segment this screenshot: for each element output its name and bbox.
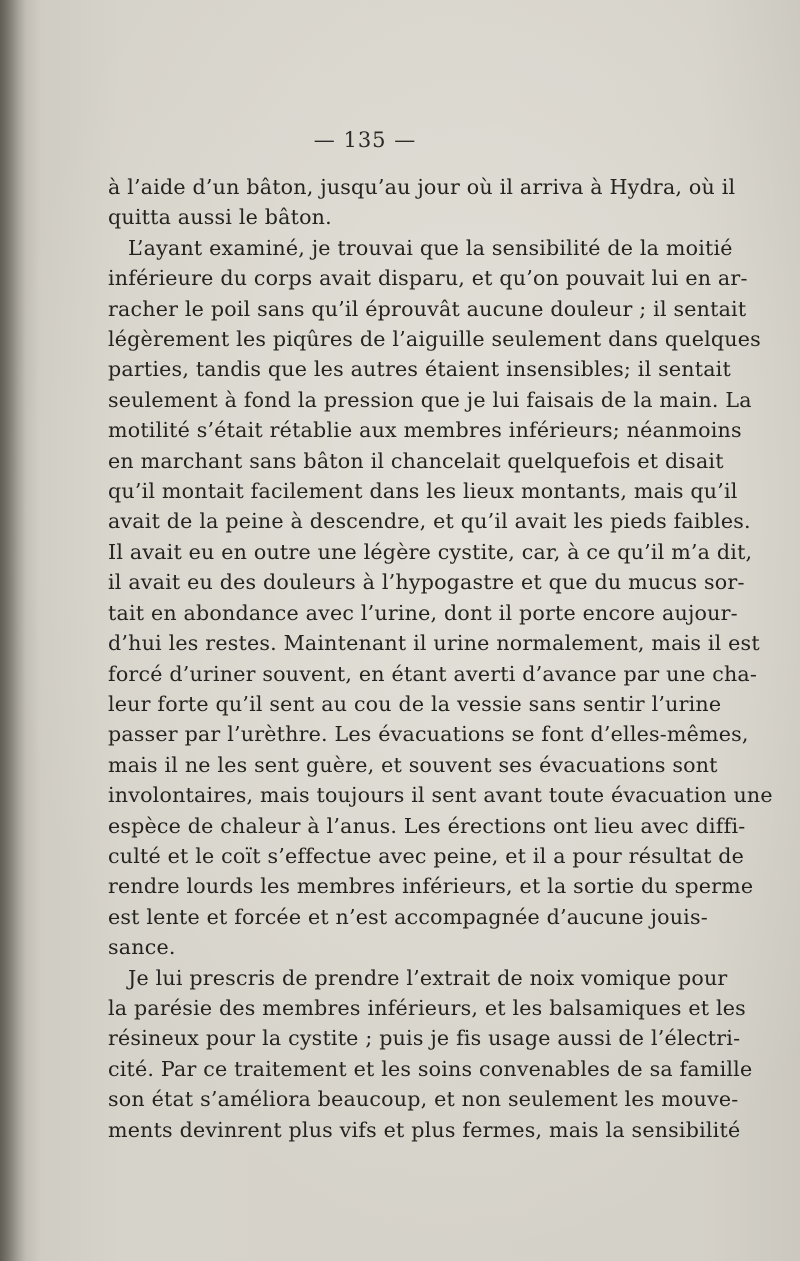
text-line: sance. [108, 935, 176, 960]
text-line: Il avait eu en outre une légère cystite, car, à ce qu’il m’a dit, [108, 539, 753, 564]
text-line: leur forte qu’il sent au cou de la vessie sans sentir l’urine [108, 691, 722, 716]
text-line: mais il ne les sent guère, et souvent ses évacuations sont [108, 752, 718, 777]
text-line: légèrement les piqûres de l’aiguille seulement dans quelques [108, 327, 761, 352]
text-line: seulement à fond la pression que je lui faisais de la main. La [108, 387, 752, 412]
text-line: parties, tandis que les autres étaient insensibles; il sentait [108, 357, 731, 382]
text-line: résineux pour la cystite ; puis je fis usage aussi de l’électri- [108, 1026, 741, 1051]
text-line: en marchant sans bâton il chancelait quelquefois et disait [108, 448, 724, 473]
text-line: ments devinrent plus vifs et plus fermes, mais la sensibilité [108, 1117, 741, 1142]
text-line: rendre lourds les membres inférieurs, et la sortie du sperme [108, 874, 754, 899]
text-line: involontaires, mais toujours il sent avant toute évacuation une [108, 783, 773, 808]
text-line: la parésie des membres inférieurs, et les balsamiques et les [108, 995, 746, 1020]
text-line: cité. Par ce traitement et les soins convenables de sa famille [108, 1056, 753, 1081]
text-line: son état s’améliora beaucoup, et non seulement les mouve- [108, 1087, 739, 1112]
text-line: espèce de chaleur à l’anus. Les érections ont lieu avec diffi- [108, 813, 746, 838]
text-line: motilité s’était rétablie aux membres inférieurs; néanmoins [108, 418, 742, 443]
text-line: il avait eu des douleurs à l’hypogastre et que du mucus sor- [108, 570, 745, 595]
text-line: passer par l’urèthre. Les évacuations se font d’elles-mêmes, [108, 722, 749, 747]
text-line: d’hui les restes. Maintenant il urine normalement, mais il est [108, 631, 760, 656]
body-text [108, 172, 773, 1145]
text-line: culté et le coït s’effectue avec peine, et il a pour résultat de [108, 843, 745, 868]
text-line: avait de la peine à descendre, et qu’il avait les pieds faibles. [108, 509, 751, 534]
text-line: quitta aussi le bâton. [108, 205, 332, 230]
text-line: à l’aide d’un bâton, jusqu’au jour où il arriva à Hydra, où il [108, 175, 736, 199]
text-line: Je lui prescris de prendre l’extrait de noix vomique pour [128, 965, 728, 990]
text-line: inférieure du corps avait disparu, et qu’on pouvait lui en ar- [108, 266, 748, 291]
text-line: L’ayant examiné, je trouvai que la sensibilité de la moitié [128, 235, 733, 260]
text-line: forcé d’uriner souvent, en étant averti d’avance par une cha- [108, 661, 758, 686]
text-line: qu’il montait facilement dans les lieux montants, mais qu’il [108, 479, 738, 504]
text-line: est lente et forcée et n’est accompagnée d’aucune jouis- [108, 904, 708, 929]
binding-shadow [0, 0, 26, 1261]
text-line: racher le poil sans qu’il éprouvât aucune douleur ; il sentait [108, 296, 747, 321]
page-number: — 135 — [313, 128, 417, 152]
text-line: tait en abondance avec l’urine, dont il porte encore aujour- [108, 600, 738, 625]
